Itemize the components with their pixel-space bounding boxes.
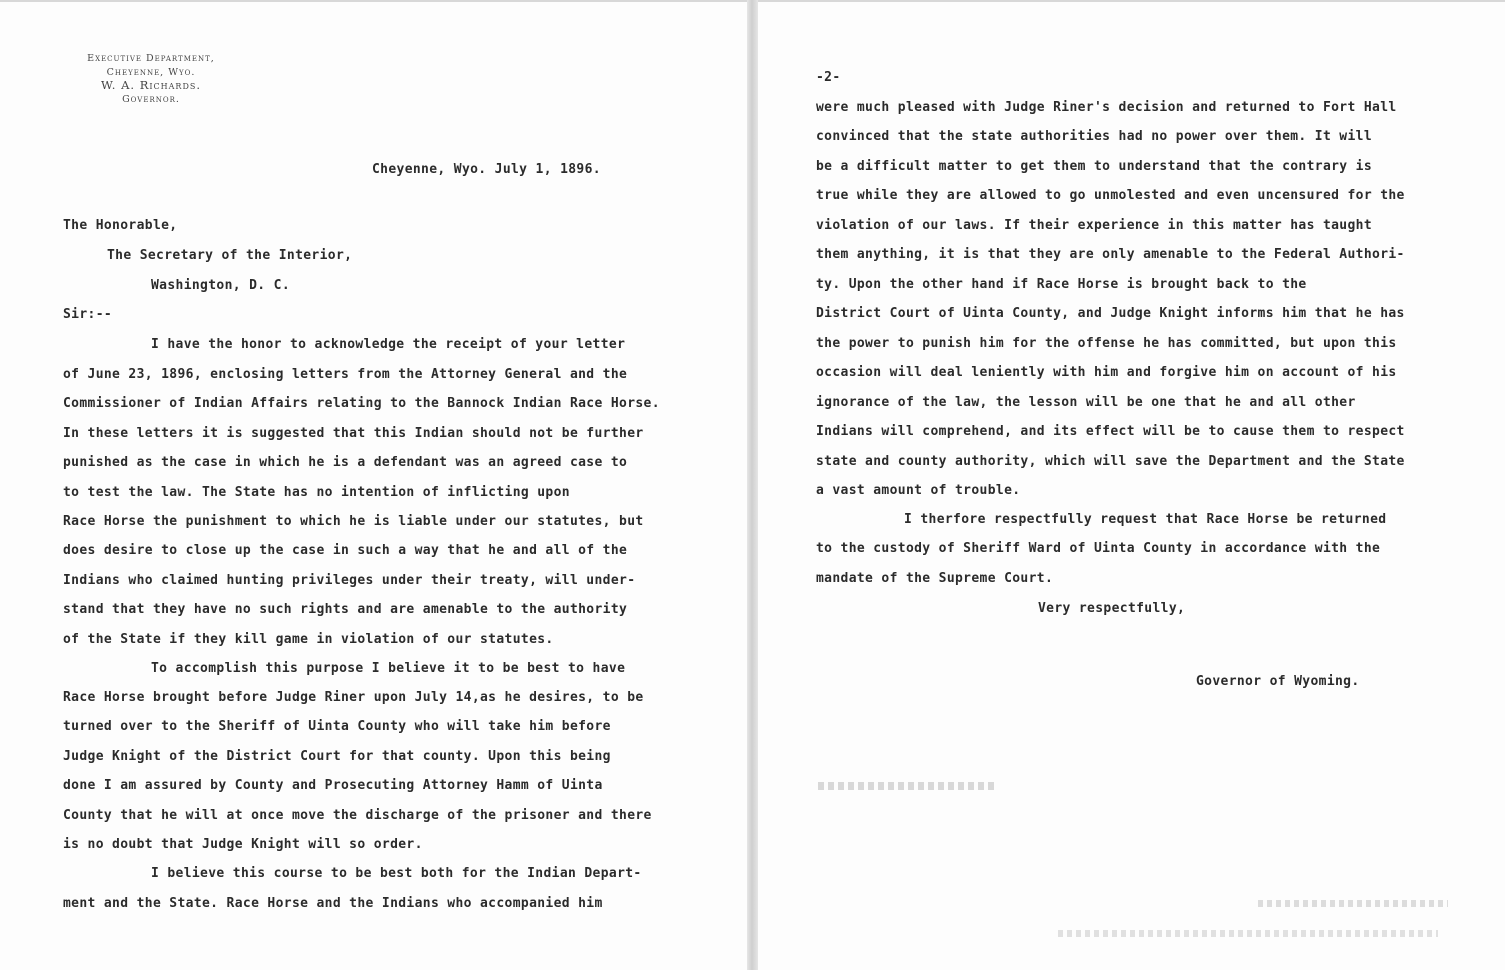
body-line: Commissioner of Indian Affairs relating to the Bannock Indian Race Horse.	[63, 396, 660, 411]
page-gutter	[747, 0, 758, 970]
body-line: to the custody of Sheriff Ward of Uinta County in accordance with the	[816, 541, 1381, 556]
body-line: District Court of Uinta County, and Judge Knight informs him that he has	[816, 306, 1405, 321]
body-line: the power to punish him for the offense he has committed, but upon this	[816, 336, 1397, 351]
letterhead-line: Executive Department,	[87, 53, 215, 64]
body-line: is no doubt that Judge Knight will so order.	[63, 837, 423, 852]
body-line: of the State if they kill game in violation of our statutes.	[63, 632, 554, 647]
body-line: done I am assured by County and Prosecuting Attorney Hamm of Uinta	[63, 778, 603, 793]
body-line: punished as the case in which he is a defendant was an agreed case to	[63, 455, 628, 470]
page-edge	[0, 0, 747, 2]
body-line: I have the honor to acknowledge the receipt of your letter	[151, 337, 626, 352]
body-line: Race Horse the punishment to which he is liable under our statutes, but	[63, 514, 644, 529]
address-line: Washington, D. C.	[151, 278, 291, 293]
dateline: Cheyenne, Wyo. July 1, 1896.	[372, 162, 601, 177]
body-line: ty. Upon the other hand if Race Horse is brought back to the	[816, 277, 1307, 292]
letter-page-2	[758, 0, 1505, 970]
letterhead-line: Cheyenne, Wyo.	[106, 66, 196, 78]
letterhead-line: W. A. Richards.	[100, 78, 201, 92]
letterhead-line: Governor.	[122, 93, 180, 105]
address-line: The Honorable,	[63, 218, 178, 233]
body-line: them anything, it is that they are only amenable to the Federal Authori-	[816, 247, 1405, 262]
body-line: does desire to close up the case in such a way that he and all of the	[63, 543, 628, 558]
body-line: In these letters it is suggested that this Indian should not be further	[63, 426, 644, 441]
body-line: to test the law. The State has no intention of inflicting upon	[63, 485, 570, 500]
page-number: -2-	[816, 70, 841, 85]
bleed-through-mark	[1258, 900, 1448, 907]
body-line: Indians will comprehend, and its effect will be to cause them to respect	[816, 424, 1405, 439]
letterhead	[62, 52, 240, 106]
body-line: Race Horse brought before Judge Riner upon July 14,as he desires, to be	[63, 690, 644, 705]
body-line: convinced that the state authorities had no power over them. It will	[816, 129, 1373, 144]
signature-title: Governor of Wyoming.	[1196, 674, 1360, 689]
body-line: state and county authority, which will save the Department and the State	[816, 454, 1405, 469]
body-line: were much pleased with Judge Riner's decision and returned to Fort Hall	[816, 100, 1397, 115]
body-line: I therfore respectfully request that Race Horse be returned	[904, 512, 1387, 527]
body-line: ment and the State. Race Horse and the Indians who accompanied him	[63, 896, 603, 911]
body-line: Judge Knight of the District Court for that county. Upon this being	[63, 749, 611, 764]
bleed-through-mark	[818, 782, 998, 790]
body-line: true while they are allowed to go unmolested and even uncensured for the	[816, 188, 1405, 203]
address-line: The Secretary of the Interior,	[107, 248, 353, 263]
body-line: occasion will deal leniently with him and forgive him on account of his	[816, 365, 1397, 380]
body-line: Indians who claimed hunting privileges under their treaty, will under-	[63, 573, 636, 588]
salutation: Sir:--	[63, 307, 113, 322]
body-line: be a difficult matter to get them to understand that the contrary is	[816, 159, 1373, 174]
closing: Very respectfully,	[1038, 601, 1186, 616]
body-line: I believe this course to be best both for the Indian Depart-	[151, 866, 642, 881]
body-line: stand that they have no such rights and are amenable to the authority	[63, 602, 628, 617]
body-line: violation of our laws. If their experience in this matter has taught	[816, 218, 1373, 233]
body-line: turned over to the Sheriff of Uinta County who will take him before	[63, 719, 611, 734]
body-line: mandate of the Supreme Court.	[816, 571, 1054, 586]
page-edge	[758, 0, 1505, 2]
body-line: a vast amount of trouble.	[816, 483, 1021, 498]
letter-page-1	[0, 0, 747, 970]
bleed-through-mark	[1058, 930, 1438, 937]
body-line: To accomplish this purpose I believe it to be best to have	[151, 661, 626, 676]
body-line: ignorance of the law, the lesson will be one that he and all other	[816, 395, 1356, 410]
body-line: of June 23, 1896, enclosing letters from the Attorney General and the	[63, 367, 628, 382]
body-line: County that he will at once move the discharge of the prisoner and there	[63, 808, 652, 823]
